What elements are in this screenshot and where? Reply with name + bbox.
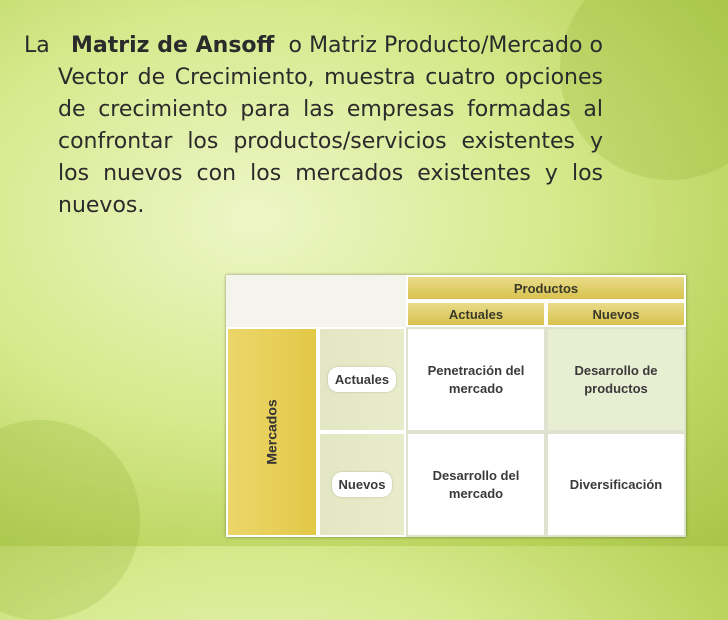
- cell-diversificacion: Diversificación: [546, 432, 686, 537]
- row-header-nuevos: [318, 432, 406, 537]
- row-header-actuales: [318, 327, 406, 432]
- ansoff-matrix: [226, 275, 686, 537]
- row-header-actuales-label: Actuales: [328, 367, 396, 392]
- background-leaf-decoration: [0, 420, 140, 620]
- markets-header: [226, 327, 318, 537]
- intro-paragraph: [24, 30, 603, 222]
- para-bold-term: Matriz de Ansoff: [71, 33, 275, 58]
- para-lead: La: [24, 33, 50, 58]
- cell-desarrollo-productos: Desarrollo de productos: [546, 327, 686, 432]
- row-header-nuevos-label: Nuevos: [332, 472, 393, 497]
- col-header-actuales: Actuales: [406, 301, 546, 327]
- col-header-nuevos: Nuevos: [546, 301, 686, 327]
- para-body: o Matriz Producto/Mercado o Vector de Crecimiento, muestra cuatro opciones de crecimiento para las empresas formadas al confrontar los productos/servicios existentes y los nuevos con los mercados existentes y los nuevos.: [58, 33, 603, 218]
- matrix-corner-blank: [226, 275, 406, 327]
- cell-desarrollo-mercado: Desarrollo del mercado: [406, 432, 546, 537]
- markets-header-label: Mercados: [263, 399, 280, 465]
- products-header: Productos: [406, 275, 686, 301]
- cell-penetracion-mercado: Penetración del mercado: [406, 327, 546, 432]
